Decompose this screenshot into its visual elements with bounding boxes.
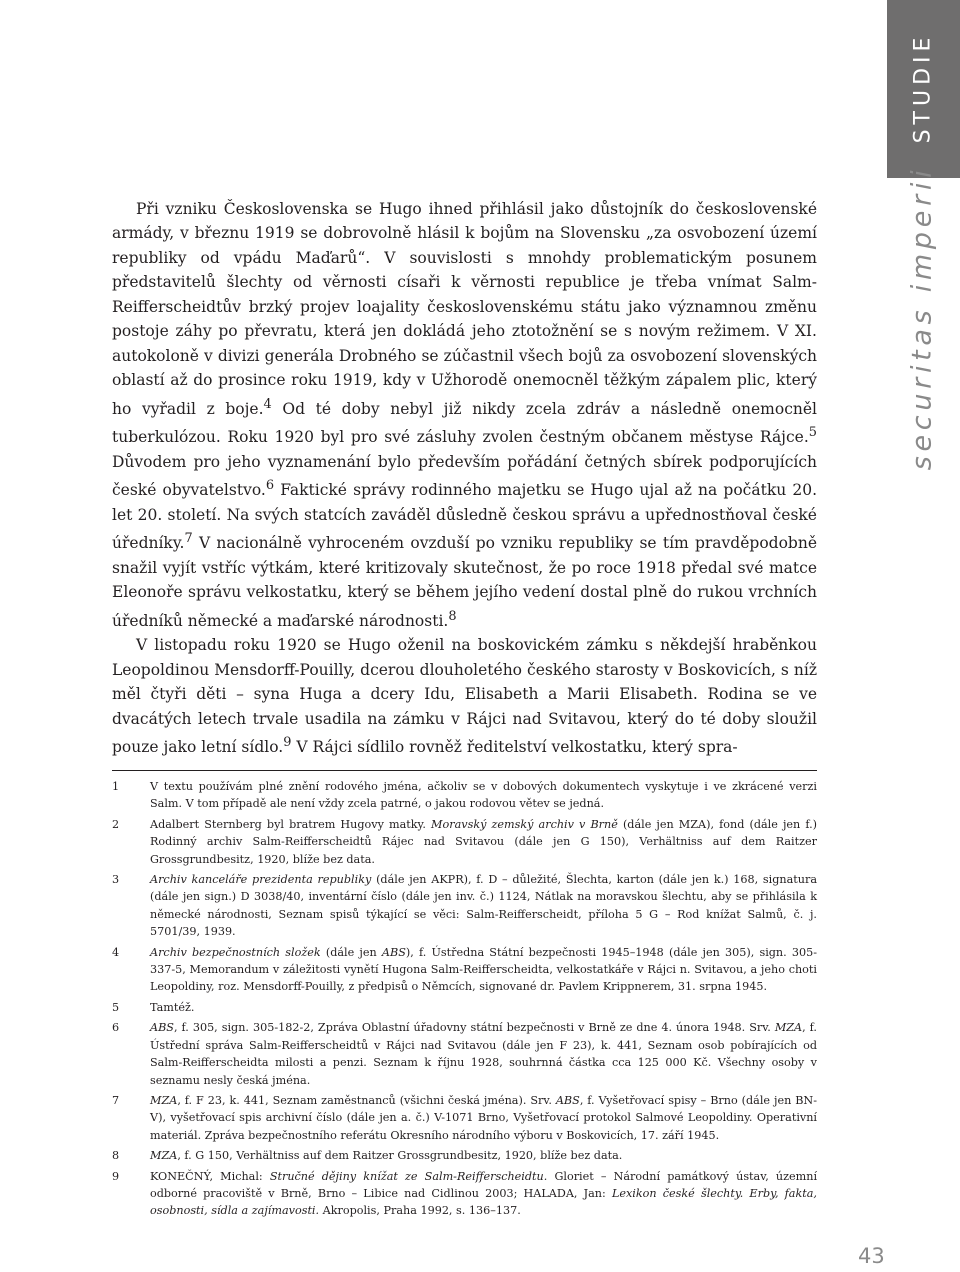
footnote-text: V textu používám plné znění rodového jména, ačkoliv se v dobových dokumentech vyskytuje i ve zkrácené verzi Salm. V tom případě ale není vždy zcela patrné, o jakou rodovou větev se jedná.	[150, 780, 817, 811]
footnote-italic: MZA	[774, 1021, 803, 1035]
footnote-italic: Archiv bezpečnostních složek	[150, 945, 321, 959]
section-tab	[887, 0, 960, 178]
footnote-ref[interactable]: 4	[263, 396, 272, 412]
footnote-number: 4	[112, 945, 120, 959]
footnote	[112, 999, 817, 1016]
footnote	[112, 1168, 817, 1220]
footnote-number: 9	[112, 1169, 120, 1183]
footnote-text: , f. Vyšetřovací spisy – Brno (dále jen BN-V), vyšetřovací spis archivní číslo (dále jen a. č.) V-1071 Brno, Vyšetřovací protokol Salmové Leopoldiny. Operativní materiál. Zpráva bezpečnostního referátu Okresního národního výboru v Boskovicích, 17. září 1945.	[150, 1093, 817, 1142]
text-run: V listopadu roku 1920 se Hugo oženil na boskovickém zámku s někdejší hraběnkou Leopoldinou Mensdorff-Pouilly, dcerou dlouholetého českého starosty v Boskovicích, s níž měl čtyři děti – syna Huga a dcery Idu, Elisabeth a Marii Elisabeth. Rodina se ve dvacátých letech trvale usadila na zámku v Rájci nad Svitavou, který do té doby sloužil pouze jako letní sídlo.	[112, 636, 817, 757]
section-label: STUDIE	[910, 32, 936, 144]
footnote-ref[interactable]: 7	[184, 531, 193, 547]
footnote-text: (dále jen AKPR), f. D – důležité, Šlechta, karton (dále jen k.) 168, signatura (dále jen sign.) D 3038/40, inventární číslo (dále jen inv. č.) 1124, Nátlak na moravskou šlechtu, aby se přihlásila k německé národnosti, Seznam spisů týkající se věci: Salm-Reifferscheidt, příloha 5 G – Rod knížat Salmů, č. j. 5701/39, 1939.	[150, 873, 817, 939]
footnote-ref[interactable]: 6	[265, 478, 275, 494]
text-run: Důvodem pro jeho vyznamenání bylo především pořádání četných sbírek podporujících české obyvatelstvo.	[112, 452, 817, 500]
footnote-text: , f. G 150, Verhältniss auf dem Raitzer Grossgrundbesitz, 1920, blíže bez data.	[177, 1149, 623, 1163]
footnote-divider	[112, 770, 817, 771]
page-number: 43	[858, 1244, 885, 1268]
footnote-number: 1	[112, 780, 120, 793]
footnote	[112, 778, 817, 813]
footnote	[112, 1019, 817, 1089]
footnote-italic: ABS	[381, 945, 406, 959]
footnote-text: Adalbert Sternberg byl bratrem Hugovy matky.	[150, 817, 426, 831]
footnote	[112, 944, 817, 996]
footnote	[112, 871, 817, 941]
text-run: Od té doby nebyl již nikdy zcela zdráv a následně onemocněl tuberkulózou. Roku 1920 byl pro své zásluhy zvolen čestným občanem městyse Rájce.	[112, 399, 818, 447]
footnote	[112, 816, 817, 868]
text-run: Při vzniku Československa se Hugo ihned přihlásil jako důstojník do československé armády, v březnu 1919 se dobrovolně hlásil k bojům na Slovensku „za osvobození území republiky od vpádu Maďarů“. V souvislosti s mnohdy problematickým posunem představitelů šlechty od věrnosti císaři k věrnosti republice je třeba vnímat Salm-Reifferscheidtův brzký projev loajality československému státu jako významnou změnu postoje záhy po převratu, která jen dokládá jeho ztotožnění se s novým režimem. V XI. autokoloně v divizi generála Drobného se zúčastnil všech bojů za osvobození slovenských oblastí až do prosince roku 1919, kdy v Užhorodě onemocněl těžkým zápalem plic, který ho vyřadil z boje.	[112, 200, 817, 418]
footnote	[112, 1092, 817, 1144]
footnote-text: KONEČNÝ, Michal:	[150, 1169, 263, 1183]
footnote-text: (dále jen MZA), fond (dále jen f.) Rodinný archiv Salm-Reifferscheidtů Rájec nad Svitavou (dále jen G 150), Verhältniss auf dem Raitzer Grossgrundbesitz, 1920, blíže bez data.	[150, 817, 817, 866]
footnote-text: , f. Ústřední správa Salm-Reifferscheidtů v Rájci nad Svitavou (dále jen F 23), k. 441, Seznam osob pobírajících od Salm-Reifferscheidta milosti a penzi. Seznam k říjnu 1928, souhrnná částka cca 125 000 Kč. Všechny osoby v seznamu nesly česká jména.	[150, 1021, 817, 1087]
text-run: V nacionálně vyhroceném ovzduší po vzniku republiky se tím pravděpodobně snažil vyjít vstříc výtkám, které kritizovaly skutečnost, že po roce 1918 předal své matce Eleonoře správu velkostatku, který se během jejího vedení dostal plně do rukou vrchních úředníků německé a maďarské národnosti.	[112, 534, 817, 631]
journal-title: securitas imperii	[906, 165, 938, 471]
footnote-text: , f. 305, sign. 305-182-2, Zpráva Oblastní úřadovny státní bezpečnosti v Brně ze dne 4. února 1948. Srv.	[173, 1021, 771, 1035]
paragraph	[112, 633, 817, 759]
footnote-number: 3	[112, 873, 120, 887]
footnote-number: 8	[112, 1149, 120, 1163]
footnote-text: , f. F 23, k. 441, Seznam zaměstnanců (všichni česká jména). Srv.	[177, 1093, 552, 1107]
footnote-number: 2	[112, 817, 120, 831]
footnote-italic: Moravský zemský archiv v Brně	[431, 817, 618, 831]
footnote-text: (dále jen	[325, 945, 377, 959]
footnote-italic: MZA	[150, 1093, 178, 1107]
footnote-number: 6	[112, 1021, 120, 1035]
footnote-italic: MZA	[150, 1149, 178, 1163]
footnote-number: 5	[112, 1000, 120, 1014]
footnote-italic: Lexikon české šlechty. Erby, fakta, osobnosti, sídla a zajímavosti.	[150, 1186, 817, 1218]
footnote-italic: ABS	[150, 1021, 174, 1035]
footnote-ref[interactable]: 5	[808, 425, 817, 441]
footnote-ref[interactable]: 8	[448, 608, 457, 624]
text-run: Faktické správy rodinného majetku se Hugo ujal až na počátku 20. let 20. století. Na svých statcích zaváděl důsledně českou správu a upřednostňoval české úředníky.	[112, 481, 818, 553]
footnote	[112, 1147, 817, 1164]
footnote-ref[interactable]: 9	[283, 735, 292, 751]
footnote-number: 7	[112, 1093, 120, 1107]
paragraph	[112, 197, 817, 633]
footnote-text: Tamtéž.	[150, 1000, 195, 1014]
footnote-text: ), f. Ústředna Státní bezpečnosti 1945–1948 (dále jen 305), sign. 305-337-5, Memorandum v záležitosti vynětí Hugona Salm-Reifferscheidta, velkostatkáře v Rájci n. Svitavou, a jeho choti Leopoldiny, roz. Mensdorff-Pouilly, z předpisů o Němcích, signované dr. Pavlem Krippnerem, 31. srpna 1945.	[150, 945, 817, 994]
footnote-text: Gloriet – Národní památkový ústav, územní odborné pracoviště v Brně, Brno – Libice nad Cidlinou 2003; HALADA, Jan:	[150, 1169, 818, 1200]
footnotes	[112, 778, 817, 1223]
body-text	[112, 197, 817, 760]
footnote-italic: Archiv kanceláře prezidenta republiky	[150, 873, 372, 887]
footnote-italic: ABS	[555, 1093, 580, 1107]
text-run: V Rájci sídlilo rovněž ředitelství velkostatku, který spra-	[296, 738, 738, 757]
footnote-text: Akropolis, Praha 1992, s. 136–137.	[322, 1204, 521, 1218]
footnote-italic: Stručné dějiny knížat ze Salm-Reifferscheidtu.	[269, 1169, 548, 1183]
